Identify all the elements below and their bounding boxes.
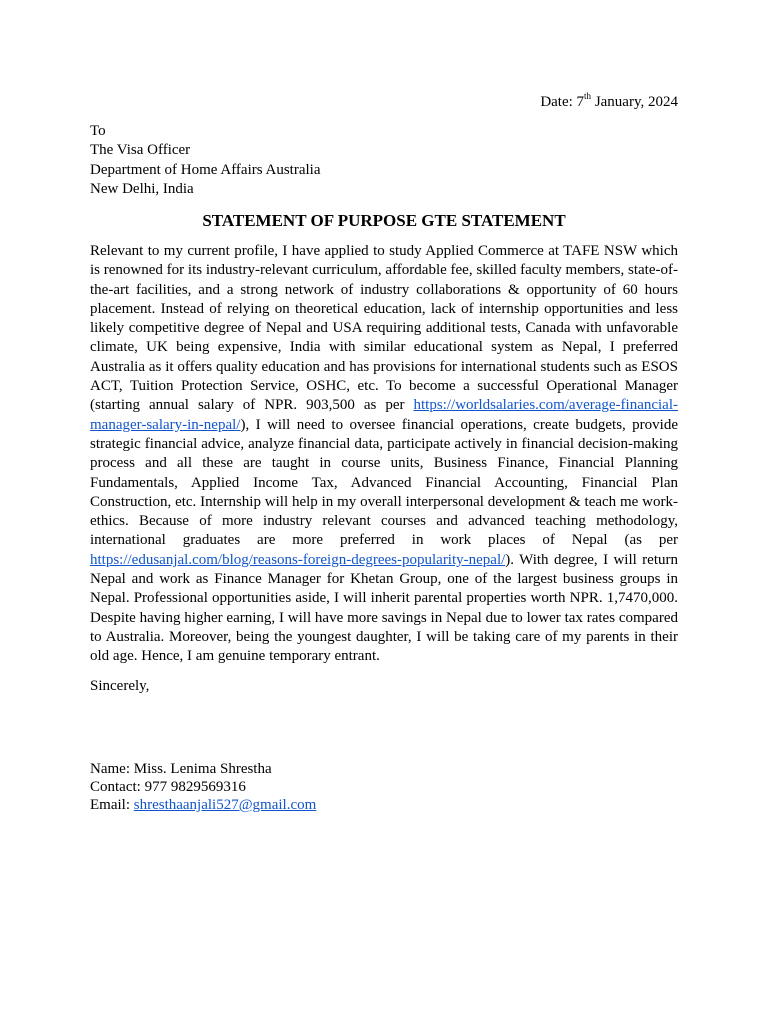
body-paragraph	[90, 242, 678, 667]
recipient-department: Department of Home Affairs Australia	[90, 161, 321, 178]
degree-popularity-link[interactable]: https://edusanjal.com/blog/reasons-foreign-degrees-popularity-nepal/	[90, 551, 506, 568]
signature-name: Name: Miss. Lenima Shrestha	[90, 761, 272, 777]
closing-salutation: Sincerely,	[90, 678, 150, 694]
recipient-to: To	[90, 123, 106, 139]
email-label: Email:	[90, 797, 134, 813]
recipient-location: New Delhi, India	[90, 180, 194, 197]
date-prefix: Date: 7	[540, 94, 585, 110]
body-text-part-3: ). With degree, I will return Nepal and work as Finance Manager for Khetan Group, one of the largest business groups in Nepal. Professional opportunities aside, I will inherit parental properties worth NPR. 1,7470,000. Despite having higher earning, I will have more savings in Nepal due to lower tax rates compared to Australia. Moreover, being the youngest daughter, I will be taking care of my parents in their old age. Hence, I am genuine temporary entrant.	[90, 551, 678, 665]
signature-email-line	[90, 796, 316, 814]
salary-source-link[interactable]: https://worldsalaries.com/average-financial-manager-salary-in-nepal/	[90, 397, 678, 433]
body-text-part-1: Relevant to my current profile, I have applied to study Applied Commerce at TAFE NSW which is renowned for its industry-relevant curriculum, affordable fee, skilled faculty members, state-of-the-art facilities, and a strong network of industry collaborations & opportunity of 60 hours placement. Instead of relying on theoretical education, lack of internship opportunities and less likely competitive degree of Nepal and USA requiring additional tests, Canada with unfavorable climate, UK being expensive, India with similar educational system as Nepal, I preferred Australia as it offers quality education and has provisions for international students such as ESOS ACT, Tuition Protection Service, OSHC, etc. To become a successful Operational Manager (starting annual salary of NPR. 903,500 as per	[90, 243, 678, 414]
recipient-officer: The Visa Officer	[90, 142, 191, 159]
date-line	[540, 93, 678, 112]
date-rest: January, 2024	[591, 94, 678, 110]
recipient-address	[90, 122, 321, 199]
email-link[interactable]: shresthaanjali527@gmail.com	[133, 797, 317, 813]
document-title: STATEMENT OF PURPOSE GTE STATEMENT	[202, 211, 566, 230]
date-ordinal-suffix: th	[584, 91, 592, 101]
body-text-part-2: ), I will need to oversee financial operations, create budgets, provide strategic financial advice, analyze financial data, participate actively in financial decision-making process and all these are taught in course units, Business Finance, Financial Planning Fundamentals, Applied Income Tax, Advanced Financial Accounting, Financial Plan Construction, etc. Internship will help in my overall interpersonal development & teach me work-ethics. Because of more industry relevant courses and advanced teaching methodology, international graduates are more preferred in work places of Nepal (as per	[90, 416, 678, 549]
signature-contact: Contact: 977 9829569316	[90, 779, 246, 795]
signature-block	[90, 760, 316, 814]
